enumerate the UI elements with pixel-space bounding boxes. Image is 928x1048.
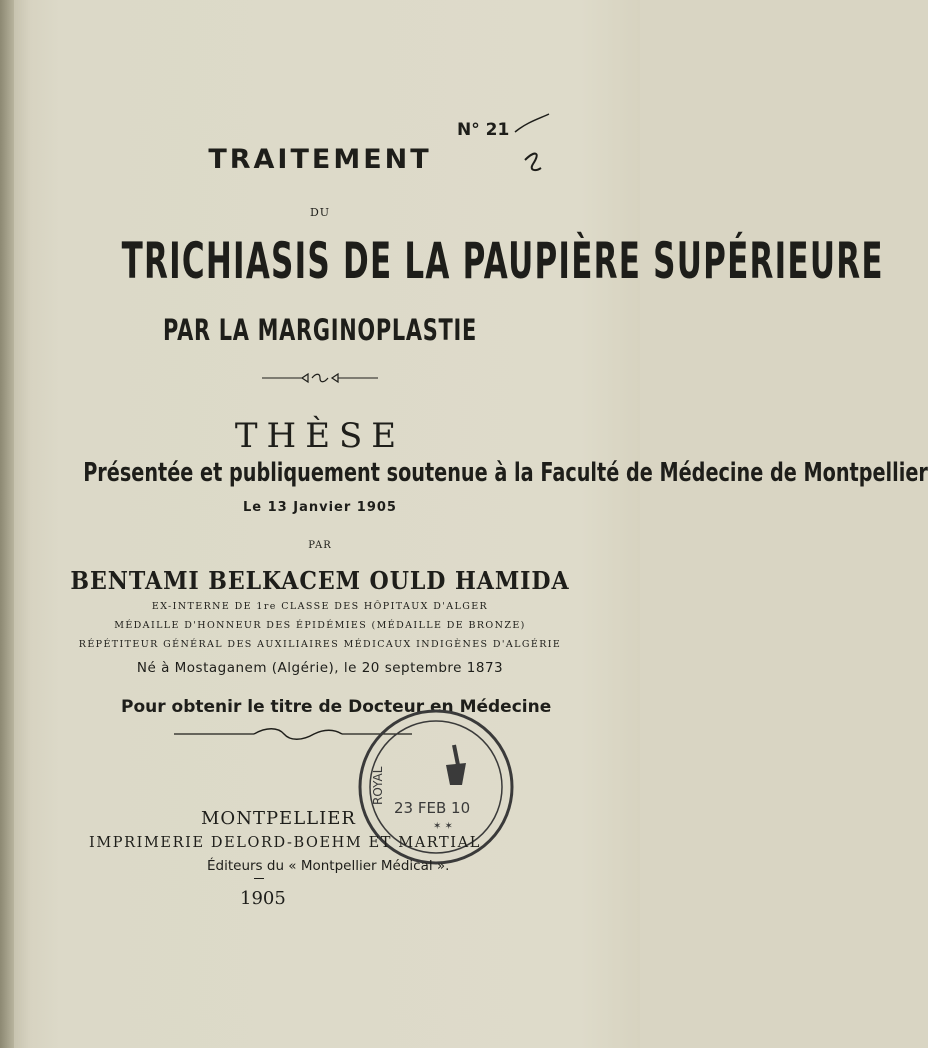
by-label: PAR: [308, 540, 332, 551]
city-name: MONTPELLIER: [201, 808, 356, 829]
degree-purpose: Pour obtenir le titre de Docteur en Médecine: [121, 697, 552, 717]
ornament-divider: [262, 372, 378, 384]
subject-title: TRICHIASIS DE LA PAUPIÈRE SUPÉRIEURE: [121, 232, 884, 290]
editors-line: Éditeurs du « Montpellier Médical ».: [207, 858, 450, 874]
defense-date: Le 13 Janvier 1905: [243, 500, 397, 515]
author-name: BENTAMI BELKACEM OULD HAMIDA: [70, 566, 570, 595]
qualification-line: MÉDAILLE D'HONNEUR DES ÉPIDÉMIES (MÉDAILLE DE BRONZE): [114, 620, 526, 631]
stamp-left-text: ROYAL: [371, 766, 385, 805]
preposition-du: DU: [309, 206, 331, 219]
qualification-line: RÉPÉTITEUR GÉNÉRAL DES AUXILIAIRES MÉDICAUX INDIGÈNES D'ALGÉRIE: [78, 639, 562, 650]
printer-name: IMPRIMERIE DELORD-BOEHM ET MARTIAL: [89, 835, 481, 851]
heading-traitement: TRAITEMENT: [208, 144, 432, 175]
method-title: PAR LA MARGINOPLASTIE: [163, 313, 477, 347]
svg-text:✶ ✶: ✶ ✶: [433, 821, 453, 832]
stamp-date: 23 FEB 10: [394, 799, 471, 817]
thesis-number: N° 21: [457, 120, 510, 140]
qualification-line: EX-INTERNE DE 1re CLASSE DES HÔPITAUX D'ALGER: [151, 601, 489, 612]
birth-line: Né à Mostaganem (Algérie), le 20 septembre 1873: [136, 660, 504, 676]
publication-year: 1905: [240, 888, 286, 909]
presentation-line: Présentée et publiquement soutenue à la Faculté de Médecine de Montpellier: [83, 458, 928, 488]
year-dash: [254, 878, 264, 879]
these-title: THÈSE: [234, 416, 406, 456]
